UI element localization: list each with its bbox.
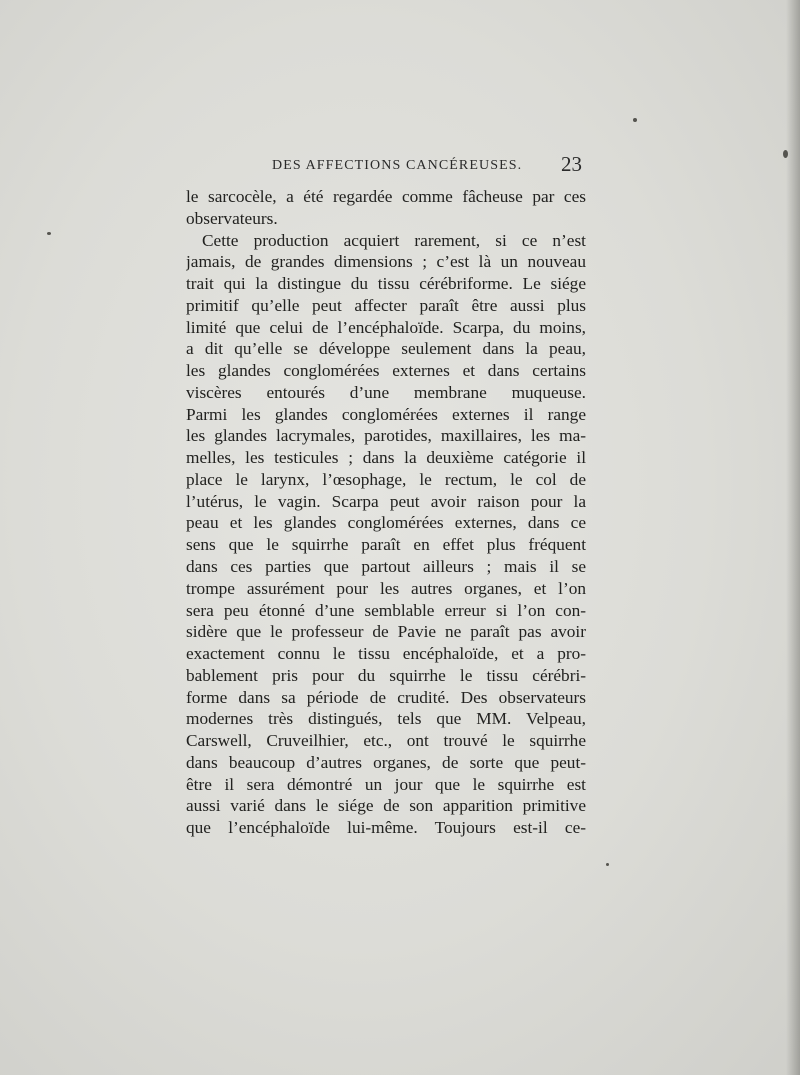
text-line: les glandes conglomérées externes et dans certains <box>186 361 586 381</box>
text-line: bablement pris pour du squirrhe le tissu cérébri- <box>186 665 586 685</box>
text-line: place le larynx, l’œsophage, le rectum, le col de <box>186 469 586 489</box>
page-number: 23 <box>561 152 582 176</box>
text-line: l’utérus, le vagin. Scarpa peut avoir raison pour la <box>186 491 586 511</box>
body-text <box>186 186 586 839</box>
paper-speck <box>47 232 51 235</box>
text-line: sens que le squirrhe paraît en effet plus fréquent <box>186 535 586 555</box>
text-line: que l’encéphaloïde lui-même. Toujours est-il ce- <box>186 818 586 838</box>
text-line: Parmi les glandes conglomérées externes il range <box>186 404 586 424</box>
text-line: jamais, de grandes dimensions ; c’est là un nouveau <box>186 252 586 272</box>
paper-speck <box>633 118 637 122</box>
text-line: trompe assurément pour les autres organes, et l’on <box>186 578 586 598</box>
text-line: exactement connu le tissu encéphaloïde, et a pro- <box>186 644 586 664</box>
text-line: dans ces parties que partout ailleurs ; mais il se <box>186 557 586 577</box>
text-line: melles, les testicules ; dans la deuxième catégorie il <box>186 448 586 468</box>
text-line: être il sera démontré un jour que le squirrhe est <box>186 774 586 794</box>
text-line: Carswell, Cruveilhier, etc., ont trouvé le squirrhe <box>186 731 586 751</box>
text-line: primitif qu’elle peut affecter paraît être aussi plus <box>186 295 586 315</box>
text-line: peau et les glandes conglomérées externes, dans ce <box>186 513 586 533</box>
text-line: a dit qu’elle se développe seulement dans la peau, <box>186 339 586 359</box>
text-line: observateurs. <box>186 208 278 228</box>
text-line: Cette production acquiert rarement, si ce n’est <box>202 230 586 250</box>
paper-speck <box>606 863 609 866</box>
running-title: DES AFFECTIONS CANCÉREUSES. <box>272 158 523 173</box>
paper-speck <box>783 150 788 158</box>
text-line: trait qui la distingue du tissu cérébriforme. Le siége <box>186 274 586 294</box>
text-line: sera peu étonné d’une semblable erreur si l’on con- <box>186 600 586 620</box>
text-line: les glandes lacrymales, parotides, maxillaires, les ma- <box>186 426 586 446</box>
text-line: limité que celui de l’encéphaloïde. Scarpa, du moins, <box>186 317 586 337</box>
text-line: modernes très distingués, tels que MM. Velpeau, <box>186 709 586 729</box>
text-line: dans beaucoup d’autres organes, de sorte que peut- <box>186 752 586 772</box>
text-line: forme dans sa période de crudité. Des observateurs <box>186 687 586 707</box>
text-line: sidère que le professeur de Pavie ne paraît pas avoir <box>186 622 586 642</box>
text-line: le sarcocèle, a été regardée comme fâcheuse par ces <box>186 187 586 206</box>
text-line: aussi varié dans le siége de son apparition primitive <box>186 796 586 816</box>
text-line: viscères entourés d’une membrane muqueuse. <box>186 382 586 402</box>
